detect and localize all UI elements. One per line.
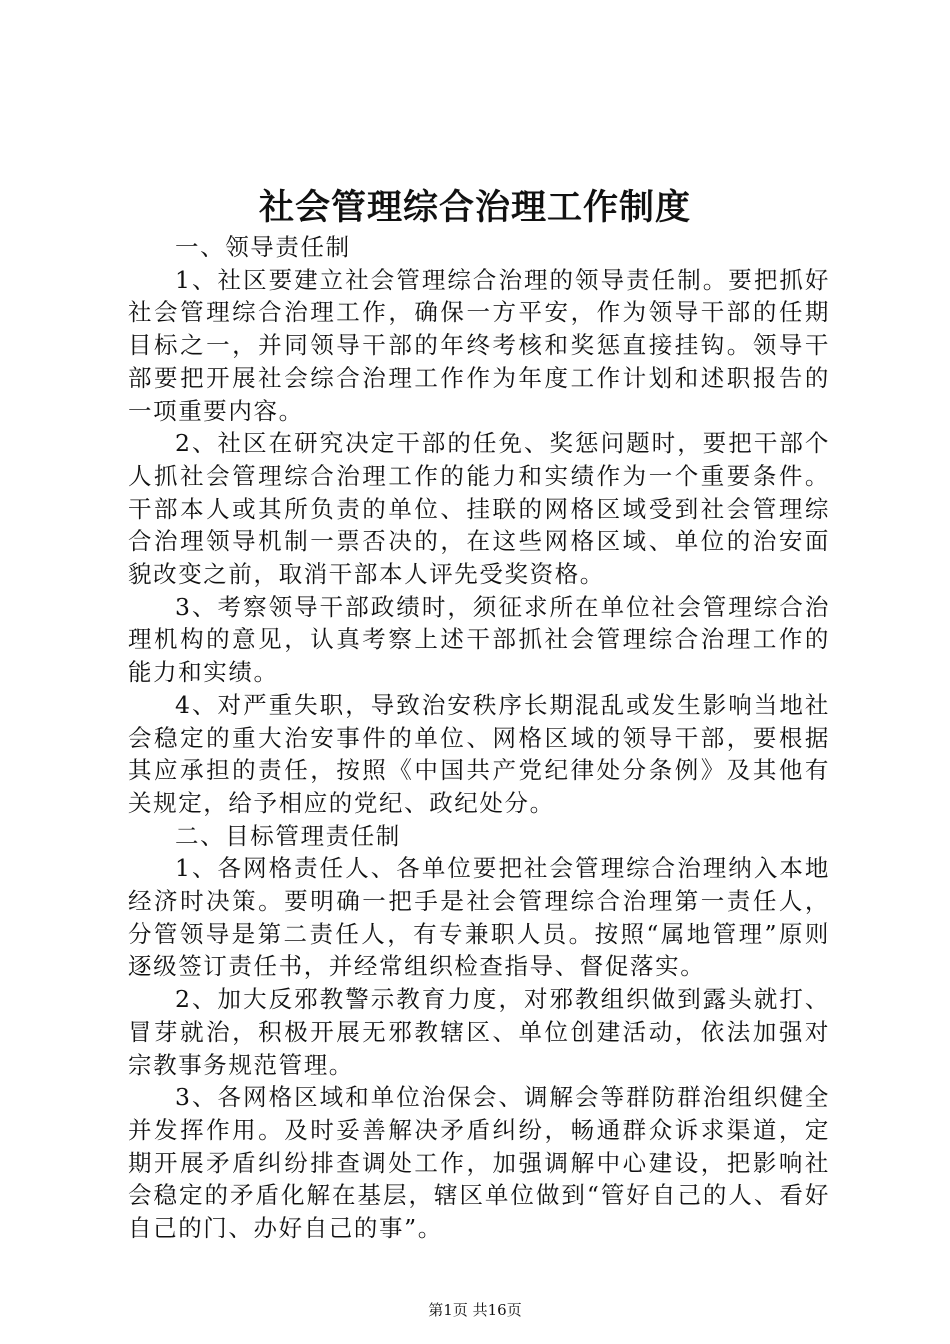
paragraph: 1、社区要建立社会管理综合治理的领导责任制。要把抓好社会管理综合治理工作，确保一方平安，作为领导干部的任期目标之一，并同领导干部的年终考核和奖惩直接挂钩。领导干部要把开展社会综合治理工作作为年度工作计划和述职报告的一项重要内容。 [128,265,830,425]
paragraph: 2、社区在研究决定干部的任免、奖惩问题时，要把干部个人抓社会管理综合治理工作的能力和实绩作为一个重要条件。干部本人或其所负责的单位、挂联的网格区域受到社会管理综合治理领导机制一票否决的，在这些网格区域、单位的治安面貌改变之前，取消干部本人评先受奖资格。 [128,429,830,589]
document-title: 社会管理综合治理工作制度 [258,187,691,228]
document-body [128,231,830,1245]
paragraph: 3、各网格区域和单位治保会、调解会等群防群治组织健全并发挥作用。及时妥善解决矛盾纠纷，畅通群众诉求渠道，定期开展矛盾纠纷排查调处工作，加强调解中心建设，把影响社会稳定的矛盾化解在基层，辖区单位做到“管好自己的人、看好自己的门、办好自己的事”。 [128,1083,830,1243]
section-heading: 一、领导责任制 [175,233,351,261]
paragraph: 4、对严重失职，导致治安秩序长期混乱或发生影响当地社会稳定的重大治安事件的单位、网格区域的领导干部，要根据其应承担的责任，按照《中国共产党纪律处分条例》及其他有关规定，给予相应的党纪、政纪处分。 [128,690,830,817]
paragraph: 3、考察领导干部政绩时，须征求所在单位社会管理综合治理机构的意见，认真考察上述干部抓社会管理综合治理工作的能力和实绩。 [128,592,830,687]
paragraph: 1、各网格责任人、各单位要把社会管理综合治理纳入本地经济时决策。要明确一把手是社会管理综合治理第一责任人，分管领导是第二责任人，有专兼职人员。按照“属地管理”原则逐级签订责任书，并经常组织检查指导、督促落实。 [128,854,830,981]
page-number-footer: 第1页 共16页 [428,1301,522,1319]
paragraph: 2、加大反邪教警示教育力度，对邪教组织做到露头就打、冒芽就治，积极开展无邪教辖区、单位创建活动，依法加强对宗教事务规范管理。 [128,985,830,1079]
section-heading: 二、目标管理责任制 [175,821,401,850]
